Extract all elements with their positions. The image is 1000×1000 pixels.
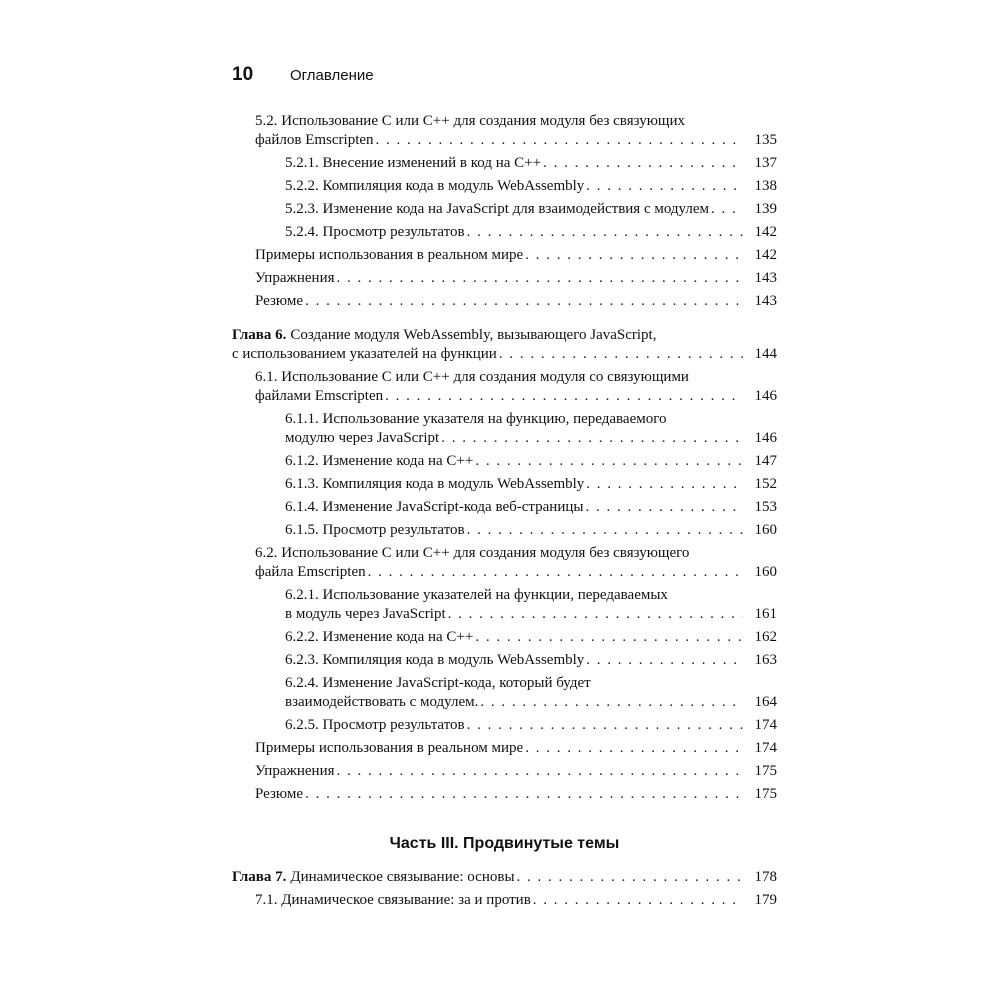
toc-entry[interactable] <box>232 628 777 647</box>
toc-entry-title: 5.2.1. Внесение изменений в код на C++ <box>285 155 542 171</box>
dot-leader <box>586 651 743 670</box>
table-of-contents <box>232 112 777 910</box>
toc-entry[interactable] <box>232 891 777 910</box>
toc-entry-title: Резюме <box>255 293 304 309</box>
toc-entry-title: 6.1.4. Изменение JavaScript-кода веб-страницы <box>285 499 584 515</box>
toc-page-number: 138 <box>754 178 777 194</box>
toc-page-number: 175 <box>754 763 777 779</box>
toc-entry-title: Примеры использования в реальном мире <box>255 740 524 756</box>
toc-entry[interactable] <box>232 586 777 624</box>
dot-leader <box>586 475 743 494</box>
dot-leader <box>441 429 743 448</box>
toc-page-number: 163 <box>754 652 777 668</box>
page-header <box>232 64 374 86</box>
dot-leader <box>517 868 743 887</box>
toc-entry-title: Глава 7. Динамическое связывание: основы <box>232 869 515 885</box>
toc-entry[interactable] <box>232 410 777 448</box>
dot-leader <box>475 452 743 471</box>
toc-page-number: 142 <box>754 224 777 240</box>
toc-page-number: 135 <box>754 132 777 148</box>
toc-entry-title: 6.1.2. Изменение кода на C++ <box>285 453 474 469</box>
toc-entry-title: 5.2.3. Изменение кода на JavaScript для взаимодействия с модулем <box>285 201 710 217</box>
toc-page-number: 178 <box>754 869 777 885</box>
toc-entry-title: Резюме <box>255 786 304 802</box>
toc-entry-title: Упражнения <box>255 763 335 779</box>
toc-chapter[interactable] <box>232 326 777 364</box>
toc-page-number: 143 <box>754 293 777 309</box>
toc-page-number: 139 <box>754 201 777 217</box>
toc-entry-title: 6.2.5. Просмотр результатов <box>285 717 465 733</box>
toc-entry-title: 6.2.4. Изменение JavaScript-кода, который будет <box>285 675 591 691</box>
toc-page-number: 146 <box>754 388 777 404</box>
toc-entry[interactable] <box>232 246 777 265</box>
toc-entry-title: Упражнения <box>255 270 335 286</box>
dot-leader <box>448 605 743 624</box>
toc-entry-title: модулю через JavaScript <box>285 430 440 446</box>
toc-entry[interactable] <box>232 674 777 712</box>
toc-page-number: 137 <box>754 155 777 171</box>
toc-entry-title: 6.2.2. Изменение кода на C++ <box>285 629 474 645</box>
toc-entry[interactable] <box>232 200 777 219</box>
toc-entry-title: 6.2.1. Использование указателей на функции, передаваемых <box>285 587 668 603</box>
toc-entry[interactable] <box>232 154 777 173</box>
toc-page-number: 147 <box>754 453 777 469</box>
toc-page-number: 143 <box>754 270 777 286</box>
dot-leader <box>337 762 744 781</box>
part-heading: Часть III. Продвинутые темы <box>389 835 620 852</box>
dot-leader <box>585 498 743 517</box>
toc-entry[interactable] <box>232 269 777 288</box>
toc-entry[interactable] <box>232 762 777 781</box>
toc-entry[interactable] <box>232 716 777 735</box>
toc-entry[interactable] <box>232 785 777 804</box>
dot-leader <box>543 154 743 173</box>
toc-page-number: 160 <box>754 522 777 538</box>
dot-leader <box>385 387 743 406</box>
toc-entry-title: файлов Emscripten <box>255 132 374 148</box>
toc-entry[interactable] <box>232 292 777 311</box>
running-title: Оглавление <box>290 67 374 84</box>
toc-page-number: 175 <box>754 786 777 802</box>
dot-leader <box>480 693 743 712</box>
toc-entry[interactable] <box>232 651 777 670</box>
dot-leader <box>586 177 743 196</box>
toc-entry[interactable] <box>232 368 777 406</box>
toc-entry[interactable] <box>232 475 777 494</box>
dot-leader <box>376 131 743 150</box>
dot-leader <box>467 521 743 540</box>
toc-page-number: 162 <box>754 629 777 645</box>
toc-page-number: 144 <box>754 346 777 362</box>
toc-page-number: 142 <box>754 247 777 263</box>
toc-entry[interactable] <box>232 177 777 196</box>
toc-entry-title: 6.2. Использование C или C++ для создания модуля без связующего <box>255 545 690 561</box>
dot-leader <box>525 246 743 265</box>
toc-page-number: 146 <box>754 430 777 446</box>
dot-leader <box>499 345 743 364</box>
toc-page-number: 164 <box>754 694 777 710</box>
chapter-label: Глава 7. <box>232 869 287 885</box>
dot-leader <box>711 200 743 219</box>
toc-entry[interactable] <box>232 521 777 540</box>
toc-page-number: 174 <box>754 717 777 733</box>
dot-leader <box>305 292 743 311</box>
dot-leader <box>467 223 743 242</box>
toc-page-number: 152 <box>754 476 777 492</box>
toc-page-number: 179 <box>754 892 777 908</box>
toc-entry-title: Глава 6. Создание модуля WebAssembly, вызывающего JavaScript, <box>232 327 657 343</box>
toc-page-number: 161 <box>754 606 777 622</box>
toc-entry[interactable] <box>232 739 777 758</box>
toc-entry-title: 6.1. Использование C или C++ для создания модуля со связующими <box>255 369 689 385</box>
toc-entry[interactable] <box>232 112 777 150</box>
toc-chapter[interactable] <box>232 868 777 887</box>
dot-leader <box>533 891 743 910</box>
toc-entry[interactable] <box>232 544 777 582</box>
toc-page-number: 160 <box>754 564 777 580</box>
dot-leader <box>305 785 743 804</box>
toc-entry[interactable] <box>232 452 777 471</box>
toc-entry-title: 5.2. Использование C или C++ для создания модуля без связующих <box>255 113 685 129</box>
toc-entry[interactable] <box>232 498 777 517</box>
toc-entry-title: 5.2.2. Компиляция кода в модуль WebAssembly <box>285 178 585 194</box>
toc-entry-title: 7.1. Динамическое связывание: за и против <box>255 892 531 908</box>
toc-entry-title: 6.1.3. Компиляция кода в модуль WebAssembly <box>285 476 585 492</box>
toc-entry-title: в модуль через JavaScript <box>285 606 446 622</box>
dot-leader <box>525 739 743 758</box>
toc-entry-title: файлами Emscripten <box>255 388 384 404</box>
toc-entry-title: 5.2.4. Просмотр результатов <box>285 224 465 240</box>
toc-entry-title: 6.1.5. Просмотр результатов <box>285 522 465 538</box>
toc-entry-title: файла Emscripten <box>255 564 366 580</box>
toc-page-number: 174 <box>754 740 777 756</box>
toc-entry-title: Примеры использования в реальном мире <box>255 247 524 263</box>
page-number: 10 <box>232 64 254 85</box>
dot-leader <box>467 716 743 735</box>
toc-page-number: 153 <box>754 499 777 515</box>
toc-entry-title: 6.1.1. Использование указателя на функцию, передаваемого <box>285 411 667 427</box>
dot-leader <box>475 628 743 647</box>
toc-entry-title: с использованием указателей на функции <box>232 346 497 362</box>
dot-leader <box>337 269 744 288</box>
chapter-label: Глава 6. <box>232 327 287 343</box>
toc-entry-title: взаимодействовать с модулем. <box>285 694 479 710</box>
toc-entry-title: 6.2.3. Компиляция кода в модуль WebAssembly <box>285 652 585 668</box>
dot-leader <box>368 563 743 582</box>
toc-entry[interactable] <box>232 223 777 242</box>
